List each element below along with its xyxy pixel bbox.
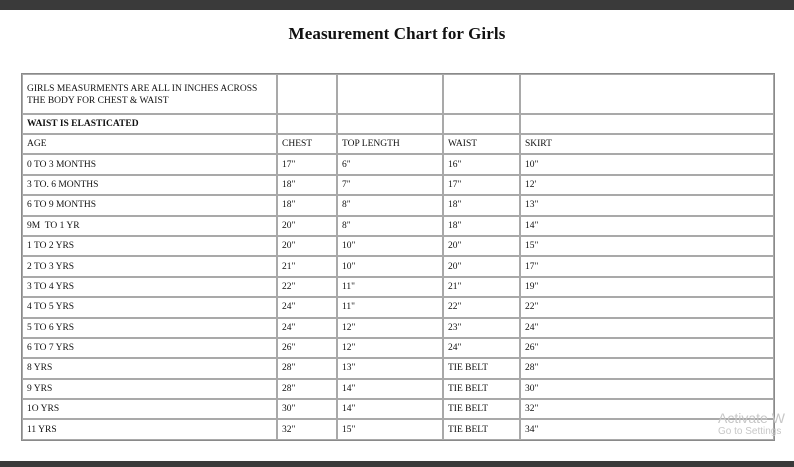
chest-cell: 32" xyxy=(277,419,337,439)
skirt-cell: 22" xyxy=(520,297,774,317)
age-cell: 1O YRS xyxy=(22,399,277,419)
top-frame-bar xyxy=(0,0,794,10)
column-header-chest: CHEST xyxy=(277,134,337,154)
age-cell: 9M TO 1 YR xyxy=(22,216,277,236)
chest-cell: 17" xyxy=(277,154,337,174)
empty-cell xyxy=(277,114,337,134)
skirt-cell: 13" xyxy=(520,195,774,215)
top-length-cell: 12" xyxy=(337,338,443,358)
skirt-cell: 19" xyxy=(520,277,774,297)
column-header-skirt: SKIRT xyxy=(520,134,774,154)
chest-cell: 20" xyxy=(277,236,337,256)
skirt-cell: 28" xyxy=(520,358,774,378)
waist-cell: 20" xyxy=(443,236,520,256)
header-row xyxy=(22,134,774,154)
chest-cell: 18" xyxy=(277,175,337,195)
table-row xyxy=(22,318,774,338)
chest-cell: 18" xyxy=(277,195,337,215)
age-cell: 4 TO 5 YRS xyxy=(22,297,277,317)
skirt-cell: 14" xyxy=(520,216,774,236)
measurement-note: GIRLS MEASURMENTS ARE ALL IN INCHES ACROSS THE BODY FOR CHEST & WAIST xyxy=(22,74,277,114)
top-length-cell: 14" xyxy=(337,399,443,419)
waist-cell: 16" xyxy=(443,154,520,174)
empty-cell xyxy=(337,114,443,134)
skirt-cell: 26" xyxy=(520,338,774,358)
age-cell: 9 YRS xyxy=(22,379,277,399)
chest-cell: 21" xyxy=(277,256,337,276)
skirt-cell: 30" xyxy=(520,379,774,399)
top-length-cell: 14" xyxy=(337,379,443,399)
table-row xyxy=(22,216,774,236)
watermark-line-1: Activate W xyxy=(718,410,785,426)
skirt-cell: 32" xyxy=(520,399,774,419)
top-length-cell: 8" xyxy=(337,195,443,215)
table-row xyxy=(22,297,774,317)
waist-cell: 21" xyxy=(443,277,520,297)
top-length-cell: 11" xyxy=(337,277,443,297)
table-row xyxy=(22,154,774,174)
waist-cell: 20" xyxy=(443,256,520,276)
skirt-cell: 24" xyxy=(520,318,774,338)
top-length-cell: 13" xyxy=(337,358,443,378)
age-cell: 5 TO 6 YRS xyxy=(22,318,277,338)
table-row xyxy=(22,338,774,358)
skirt-cell: 12' xyxy=(520,175,774,195)
table-row xyxy=(22,256,774,276)
age-cell: 1 TO 2 YRS xyxy=(22,236,277,256)
chest-cell: 20" xyxy=(277,216,337,236)
table-row xyxy=(22,236,774,256)
elastic-note: WAIST IS ELASTICATED xyxy=(22,114,277,134)
column-header-waist: WAIST xyxy=(443,134,520,154)
top-length-cell: 6" xyxy=(337,154,443,174)
skirt-cell: 10" xyxy=(520,154,774,174)
top-length-cell: 10" xyxy=(337,256,443,276)
empty-cell xyxy=(443,74,520,114)
column-header-top-length: TOP LENGTH xyxy=(337,134,443,154)
waist-cell: TIE BELT xyxy=(443,379,520,399)
waist-cell: 17" xyxy=(443,175,520,195)
waist-cell: 18" xyxy=(443,216,520,236)
table-row xyxy=(22,277,774,297)
chest-cell: 22" xyxy=(277,277,337,297)
skirt-cell: 15" xyxy=(520,236,774,256)
waist-cell: 23" xyxy=(443,318,520,338)
table-row xyxy=(22,195,774,215)
waist-cell: TIE BELT xyxy=(443,419,520,439)
activation-watermark xyxy=(718,411,785,437)
age-cell: 6 TO 7 YRS xyxy=(22,338,277,358)
table-row xyxy=(22,358,774,378)
top-length-cell: 7" xyxy=(337,175,443,195)
table-row xyxy=(22,419,774,439)
chest-cell: 26" xyxy=(277,338,337,358)
empty-cell xyxy=(337,74,443,114)
age-cell: 3 TO. 6 MONTHS xyxy=(22,175,277,195)
empty-cell xyxy=(520,114,774,134)
bottom-frame-bar xyxy=(0,461,794,467)
top-length-cell: 10" xyxy=(337,236,443,256)
age-cell: 11 YRS xyxy=(22,419,277,439)
table-row xyxy=(22,379,774,399)
top-length-cell: 8" xyxy=(337,216,443,236)
top-length-cell: 15" xyxy=(337,419,443,439)
chest-cell: 28" xyxy=(277,379,337,399)
age-cell: 8 YRS xyxy=(22,358,277,378)
age-cell: 6 TO 9 MONTHS xyxy=(22,195,277,215)
table-row xyxy=(22,399,774,419)
page-title: Measurement Chart for Girls xyxy=(288,24,506,43)
waist-cell: 18" xyxy=(443,195,520,215)
skirt-cell: 17" xyxy=(520,256,774,276)
subnote-row xyxy=(22,114,774,134)
watermark-line-2: Go to Settings xyxy=(718,426,782,438)
top-length-cell: 12" xyxy=(337,318,443,338)
note-row xyxy=(22,74,774,114)
measurement-table xyxy=(21,73,775,441)
chest-cell: 30" xyxy=(277,399,337,419)
top-length-cell: 11" xyxy=(337,297,443,317)
table-row xyxy=(22,175,774,195)
age-cell: 0 TO 3 MONTHS xyxy=(22,154,277,174)
empty-cell xyxy=(277,74,337,114)
skirt-cell: 34" xyxy=(520,419,774,439)
waist-cell: TIE BELT xyxy=(443,399,520,419)
waist-cell: 22" xyxy=(443,297,520,317)
empty-cell xyxy=(443,114,520,134)
empty-cell xyxy=(520,74,774,114)
age-cell: 2 TO 3 YRS xyxy=(22,256,277,276)
column-header-age: AGE xyxy=(22,134,277,154)
chest-cell: 24" xyxy=(277,318,337,338)
waist-cell: 24" xyxy=(443,338,520,358)
chest-cell: 28" xyxy=(277,358,337,378)
waist-cell: TIE BELT xyxy=(443,358,520,378)
chest-cell: 24" xyxy=(277,297,337,317)
age-cell: 3 TO 4 YRS xyxy=(22,277,277,297)
